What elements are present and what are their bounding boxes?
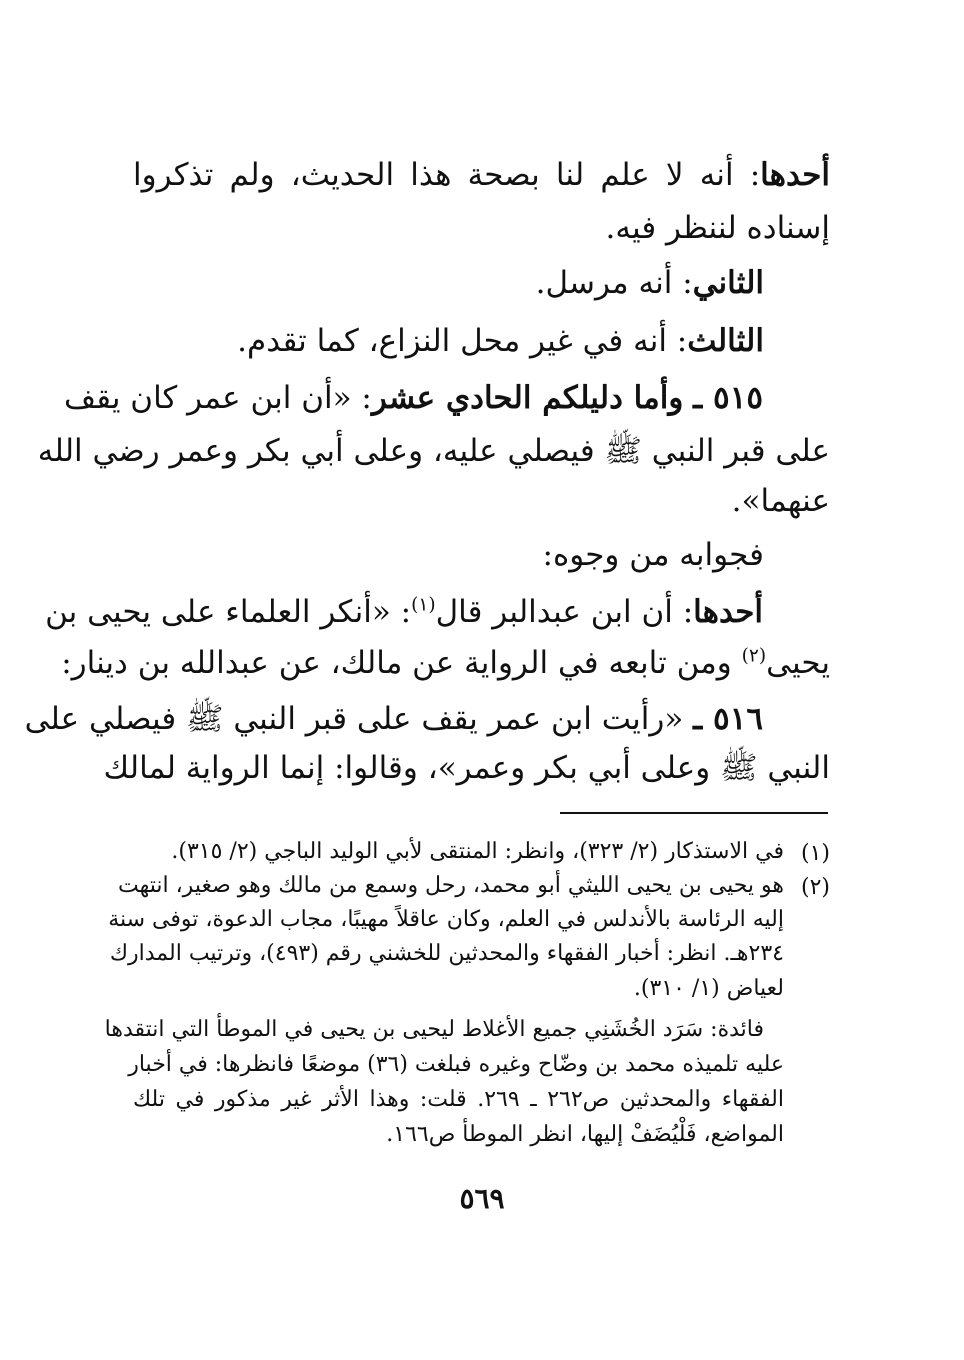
footnote-text: لعياض (١/ ٣١٠). (633, 976, 784, 1001)
footnote-line (171, 841, 784, 863)
item-number: ٥١٥ ـ (693, 380, 763, 416)
main-text: يحيى (766, 645, 830, 681)
footnote-number: (١) (800, 841, 830, 866)
footnote-number: (٢) (800, 875, 830, 900)
footnote-text: في الاستذكار (٢/ ٣٢٣)، وانظر: المنتقى لأبي الوليد الباجي (٢/ ٣١٥). (171, 839, 784, 864)
main-text-line (535, 265, 764, 301)
main-text-line (542, 537, 764, 573)
main-text-line (237, 323, 764, 359)
footnote-line (386, 1124, 784, 1146)
point-label: أحدها (693, 594, 763, 630)
main-text: : أنه لا علم لنا بصحة هذا الحديث، ولم تذكروا (133, 157, 761, 193)
main-text: : «أن ابن عمر كان يقف (64, 380, 372, 416)
footnote-line (108, 907, 784, 932)
main-text-line (605, 210, 830, 246)
main-text-line (45, 594, 763, 630)
point-label: الثالث (687, 323, 764, 359)
footnote-separator (560, 812, 828, 814)
main-text-line (103, 750, 830, 786)
footnote-text: هو يحيى بن يحيى الليثي أبو محمد، رحل وسمع من مالك وهو صغير، انتهت (117, 873, 784, 898)
main-text: : أنه في غير محل النزاع، كما تقدم. (237, 323, 688, 359)
footnote-text: عليه تلميذه محمد بن وضّاح وغيره فبلغت (٣٦) موضعًا فانظرها: في أخبار (128, 1052, 784, 1077)
main-text: : «أنكر العلماء على يحيى بن (45, 594, 412, 630)
footnote-text: الفقهاء والمحدثين ص٢٦٢ ـ ٢٦٩. قلت: وهذا الأثر غير مذكور في تلك (133, 1087, 784, 1112)
main-text: : أن ابن عبدالبر قال (435, 594, 694, 630)
main-text-line (37, 433, 830, 469)
main-text: ومن تابعه في الرواية عن مالك، عن عبدالله بن دينار: (61, 645, 742, 681)
footnote-text: فائدة: سَرَد الخُشَنِي جميع الأغلاط ليحيى بن يحيى في الموطأ التي انتقدها (104, 1017, 764, 1042)
footnote-line (133, 1089, 784, 1111)
footnote-line (634, 978, 784, 1000)
main-text: عنهما». (731, 483, 830, 519)
main-text-line (133, 157, 830, 193)
main-text: فجوابه من وجوه: (542, 537, 764, 573)
main-text: على قبر النبي ﷺ فيصلي عليه، وعلى أبي بكر وعمر رضي الله (37, 433, 830, 469)
footnote-text: المواضع، فَلْيُضَفْ إليها، انظر الموطأ ص١٦٦. (386, 1122, 784, 1147)
main-text-line (61, 645, 830, 681)
page-number: ٥٦٩ (459, 1182, 505, 1215)
point-label: وأما دليلكم الحادي عشر (371, 380, 684, 416)
footnote-ref: (١) (411, 594, 436, 616)
footnote-line (128, 1052, 784, 1077)
point-label: أحدها (760, 157, 830, 193)
footnote-line (117, 873, 784, 898)
main-text: : أنه مرسل. (535, 265, 693, 301)
main-text-line (24, 701, 763, 737)
footnote-ref: (٢) (741, 645, 767, 667)
main-text: إسناده لننظر فيه. (605, 210, 830, 246)
main-text: النبي ﷺ وعلى أبي بكر وعمر»، وقالوا: إنما الرواية لمالك (103, 750, 830, 786)
footnote-text: إليه الرئاسة بالأندلس في العلم، وكان عاقلاً مهيبًا، مجاب الدعوة، توفى سنة (108, 907, 784, 932)
main-text: «رأيت ابن عمر يقف على قبر النبي ﷺ فيصلي على (24, 701, 684, 737)
footnote-line (109, 941, 784, 966)
footnote-text: ٢٣٤هـ. انظر: أخبار الفقهاء والمحدثين للخشني رقم (٤٩٣)، وترتيب المدارك (109, 941, 784, 966)
footnote-line (104, 1017, 764, 1042)
main-text-line (64, 380, 763, 416)
point-label: الثاني (692, 265, 764, 301)
item-number: ٥١٦ ـ (693, 701, 763, 737)
main-text-line (731, 483, 830, 519)
